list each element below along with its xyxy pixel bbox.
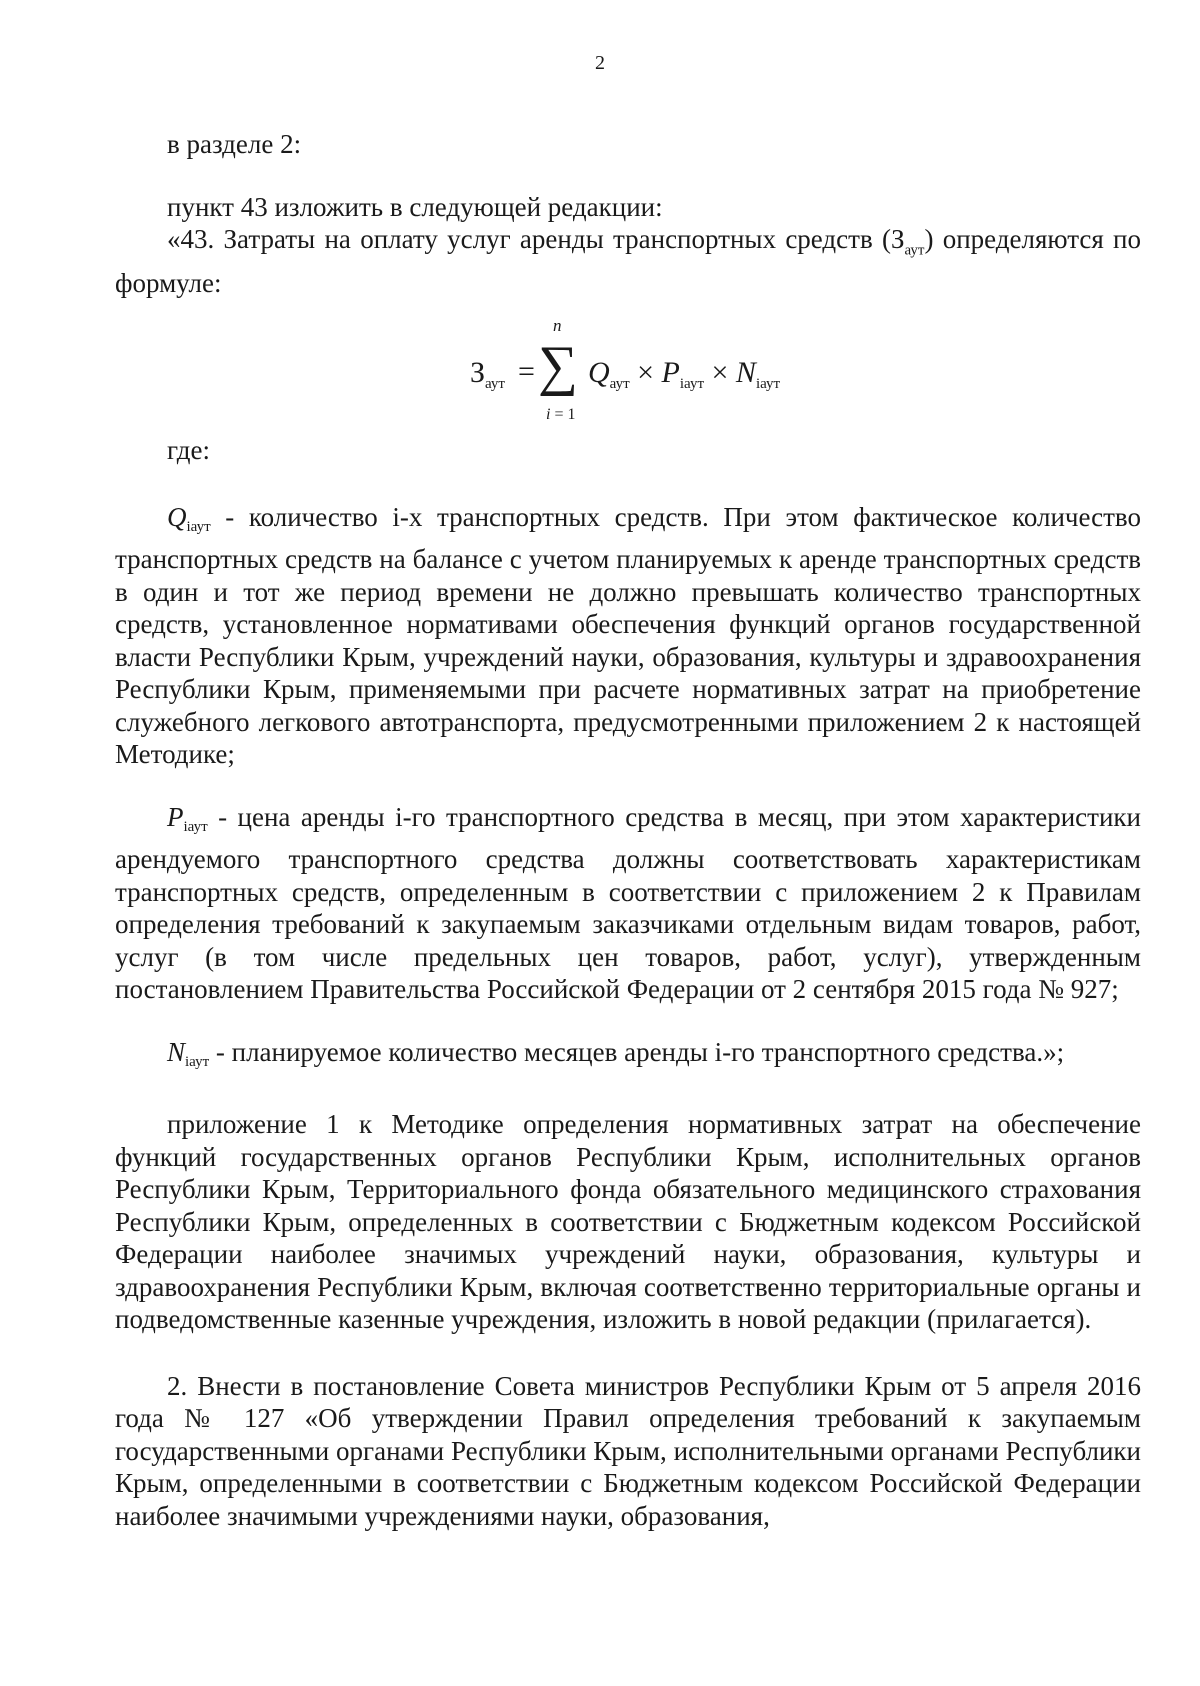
sum-upper-limit: n (553, 316, 562, 335)
item43-part2: ) определяются по формуле: (115, 224, 1141, 298)
intro-block (115, 128, 1141, 299)
formula-lhs: $З_{аут}$ (470, 356, 505, 392)
item43-sub: аут (904, 242, 925, 259)
formula-term-q: $Q_{аут}$ (588, 356, 630, 392)
symbol-p: $P_{iаут}$ (167, 801, 208, 835)
formula-term-p: $P_{iаут}$ (661, 356, 704, 392)
symbol-q: $Q_{iаут}$ (167, 501, 211, 535)
item43-paragraph (115, 223, 1141, 299)
section-intro: в разделе 2: (167, 129, 302, 159)
definition-n: $N_{iаут}$ - планируемое количество месяцев аренды i-го транспортного средства.»; (167, 1036, 1065, 1070)
sum-lower-limit: i = 1 (546, 406, 576, 423)
formula-term-n: $N_{iаут}$ (735, 356, 781, 392)
body-block (115, 434, 1141, 1532)
formula-equals: = (518, 355, 535, 388)
appendix-paragraph: приложение 1 к Методике определения нормативных затрат на обеспечение функций государственных органов Республики Крым, исполнительных органов Республики Крым, Территориального фонда обязательного медицинского страхования Республики Крым, определенных в соответствии с Бюджетным кодексом Российской Федерации наиболее значимых учреждений науки, образования, культуры и здравоохранения Республики Крым, включая соответственно территориальные органы и подведомственные казенные учреждения, изложить в новой редакции (прилагается). (115, 1109, 1141, 1334)
definition-p: $P_{iаут}$ - цена аренды i-го транспортного средства в месяц, при этом характеристики арендуемого транспортного средства должны соответствовать характеристикам транспортных средств, определенным в соответствии с приложением 2 к Правилам определения требований к закупаемым заказчиками отдельным видам товаров, работ, услуг (в том числе предельных цен товаров, работ, услуг), утвержденным постановлением Правительства Российской Федерации от 2 сентября 2015 года № 927; (115, 801, 1141, 1004)
definition-q: $Q_{iаут}$ - количество i-х транспортных средств. При этом фактическое количество транспортных средств на балансе с учетом планируемых к аренде транспортных средств в один и тот же период времени не должно превышать количество транспортных средств, установленное нормативами обеспечения функций органов государственной власти Республики Крым, учреждений науки, образования, культуры и здравоохранения Республики Крым, применяемыми при расчете нормативных затрат на приобретение служебного легкового автотранспорта, предусмотренными приложением 2 к настоящей Методике; (115, 501, 1141, 769)
where-label: где: (167, 435, 210, 465)
times-sign: × (629, 356, 662, 389)
item43-part1: «43. Затраты на оплату услуг аренды транспортных средств (З (167, 224, 905, 254)
symbol-n: $N_{iаут}$ (167, 1036, 210, 1070)
sum-symbol: ∑ (538, 335, 578, 397)
times-sign: × (704, 356, 736, 389)
item2-paragraph: 2. Внести в постановление Совета министров Республики Крым от 5 апреля 2016 года № 127 «Об утверждении Правил определения требований к закупаемым государственными органами Республики Крым, исполнительными органами Республики Крым, определенными в соответствии с Бюджетным кодексом Российской Федерации наиболее значимыми учреждениями науки, образования, (115, 1370, 1141, 1531)
item-intro: пункт 43 изложить в следующей редакции: (167, 191, 663, 222)
page-number: 2 (595, 52, 605, 74)
cost-formula (470, 316, 810, 428)
formula-terms (588, 356, 780, 393)
